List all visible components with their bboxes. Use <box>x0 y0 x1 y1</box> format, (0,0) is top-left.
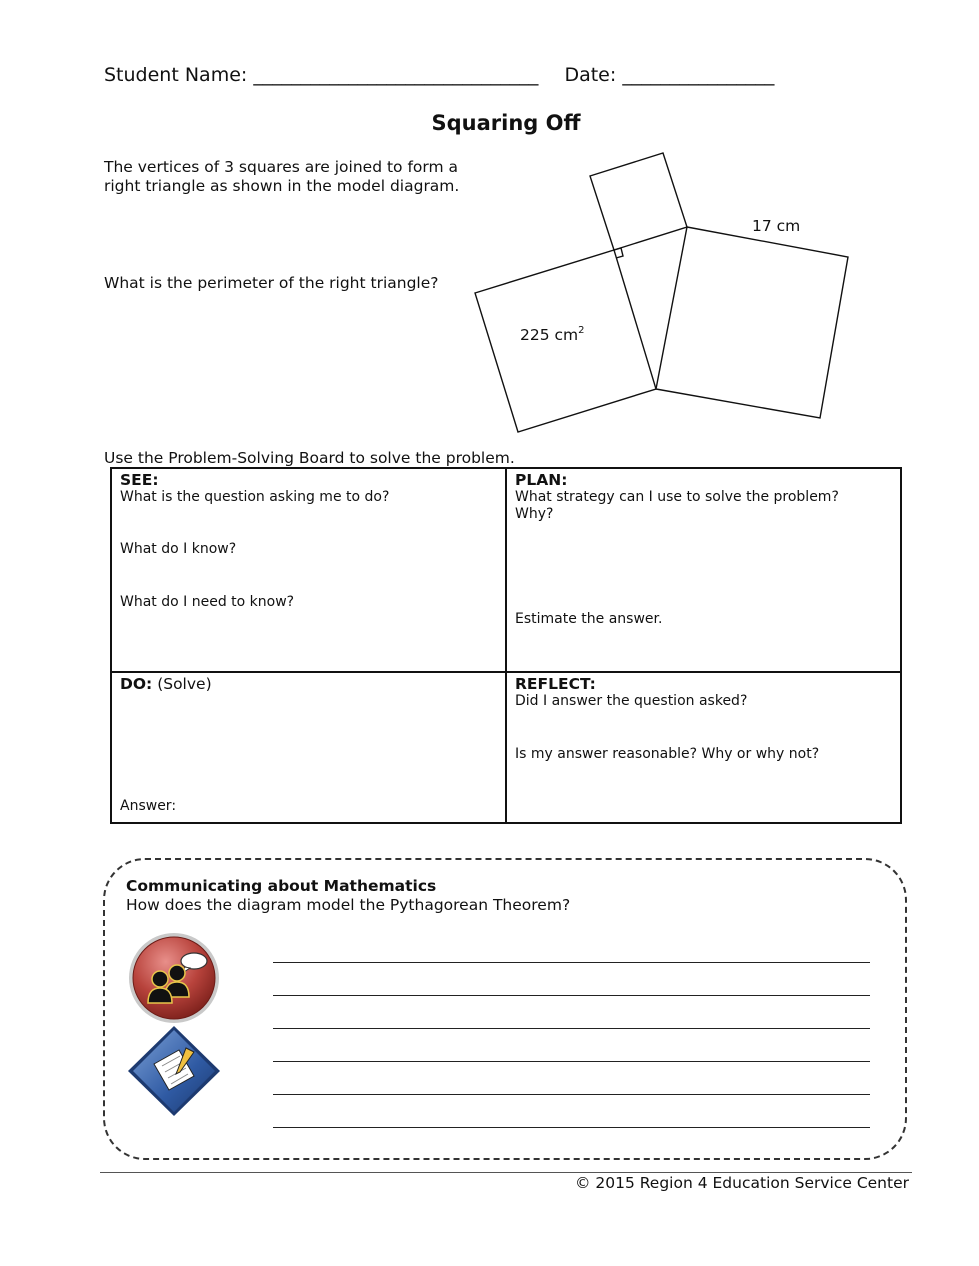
plan-heading: PLAN: <box>515 471 568 489</box>
communicating-title: Communicating about Mathematics <box>126 877 437 895</box>
answer-line-6[interactable] <box>273 1127 870 1128</box>
reflect-question-1: Did I answer the question asked? <box>515 693 748 709</box>
intro-line-1: The vertices of 3 squares are joined to form a <box>104 158 459 176</box>
page-title: Squaring Off <box>431 111 581 135</box>
student-name-field[interactable]: ______________________________ <box>253 64 539 86</box>
problem-solving-board <box>110 467 902 824</box>
right-square <box>656 227 848 418</box>
student-name-label: Student Name: <box>104 64 248 86</box>
do-heading-line <box>120 676 497 693</box>
see-heading: SEE: <box>120 471 159 489</box>
answer-line-3[interactable] <box>273 1028 870 1029</box>
pythagorean-diagram <box>0 0 979 460</box>
see-question-3: What do I need to know? <box>120 594 295 610</box>
small-square <box>590 153 687 250</box>
copyright-footer: © 2015 Region 4 Education Service Center <box>574 1174 909 1192</box>
plan-estimate: Estimate the answer. <box>515 611 663 627</box>
reflect-question-2: Is my answer reasonable? Why or why not? <box>515 746 820 762</box>
writing-icon <box>124 1024 224 1118</box>
reflect-heading: REFLECT: <box>515 675 596 693</box>
plan-question-1-why: Why? <box>515 506 554 522</box>
see-question-1: What is the question asking me to do? <box>120 489 390 505</box>
do-heading: DO: <box>120 675 153 693</box>
communicating-question: How does the diagram model the Pythagorean Theorem? <box>126 896 571 914</box>
discussion-icon <box>124 930 224 1026</box>
do-cell[interactable] <box>112 673 505 822</box>
plan-question-1: What strategy can I use to solve the problem? <box>515 489 839 505</box>
problem-question: What is the perimeter of the right triangle? <box>104 274 439 292</box>
plan-cell[interactable] <box>507 469 900 671</box>
board-instruction: Use the Problem-Solving Board to solve the problem. <box>104 449 515 467</box>
do-subheading: (Solve) <box>157 675 212 693</box>
see-question-2: What do I know? <box>120 541 237 557</box>
area-label: 225 $cm^2$ <box>520 325 585 344</box>
see-cell[interactable] <box>112 469 505 671</box>
footer-rule <box>100 1172 912 1173</box>
date-label: Date: <box>564 64 617 86</box>
reflect-cell[interactable] <box>507 673 900 822</box>
do-answer-label: Answer: <box>120 798 177 814</box>
answer-line-2[interactable] <box>273 995 870 996</box>
side-length-label: 17 cm <box>752 217 801 235</box>
answer-line-5[interactable] <box>273 1094 870 1095</box>
answer-line-1[interactable] <box>273 962 870 963</box>
intro-line-2: right triangle as shown in the model diagram. <box>104 177 460 195</box>
date-field[interactable]: ________________ <box>622 64 775 86</box>
answer-line-4[interactable] <box>273 1061 870 1062</box>
